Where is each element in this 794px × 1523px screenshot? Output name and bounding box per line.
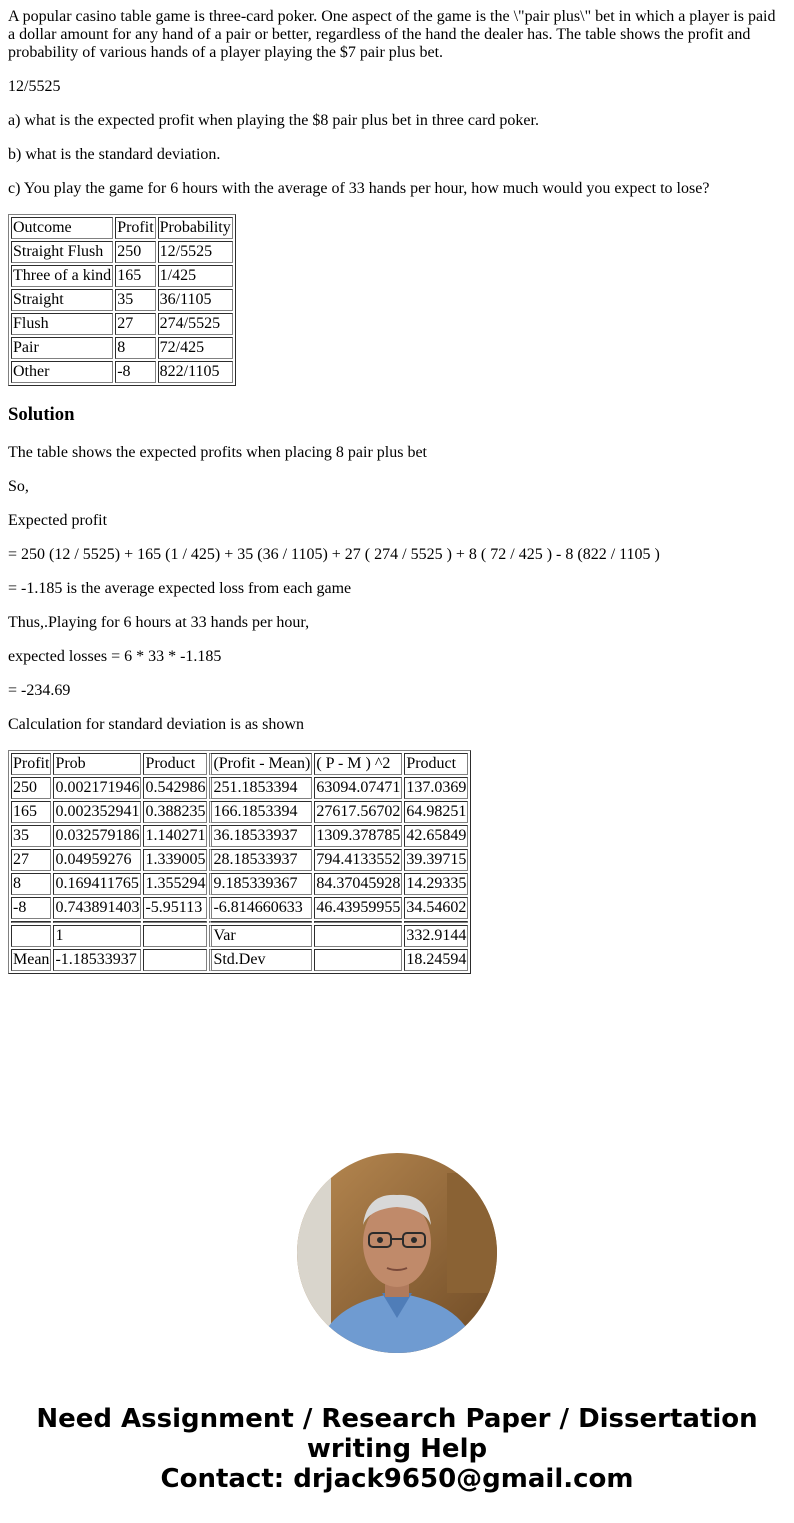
table-cell: 28.18533937 xyxy=(209,849,312,871)
table-cell xyxy=(143,949,207,971)
table-cell: 1.355294 xyxy=(143,873,207,895)
header-cell: Probability xyxy=(158,217,233,239)
table-cell: 1.339005 xyxy=(143,849,207,871)
table-cell: 8 xyxy=(11,873,51,895)
solution-line: So, xyxy=(8,478,29,495)
table-cell xyxy=(11,925,51,947)
header-cell: Product xyxy=(143,753,207,775)
table-row xyxy=(11,949,468,971)
table-cell: 794.4133552 xyxy=(314,849,402,871)
header-cell: Product xyxy=(404,753,468,775)
table-row xyxy=(11,873,468,895)
solution-heading: Solution xyxy=(8,404,75,425)
table-cell: 0.388235 xyxy=(143,801,207,823)
table-cell: -1.18533937 xyxy=(53,949,141,971)
table-row xyxy=(11,265,233,287)
table-row xyxy=(11,777,468,799)
outcome-table xyxy=(8,214,236,386)
table-cell xyxy=(314,921,402,923)
solution-line: The table shows the expected profits when placing 8 pair plus bet xyxy=(8,444,427,461)
table-cell: 166.1853394 xyxy=(209,801,312,823)
solution-line: Expected profit xyxy=(8,512,108,529)
header-cell: Profit xyxy=(115,217,155,239)
table-cell xyxy=(143,925,207,947)
table-cell: 84.37045928 xyxy=(314,873,402,895)
table-cell: 274/5525 xyxy=(158,313,233,335)
table-cell: 9.185339367 xyxy=(209,873,312,895)
intro-paragraph: A popular casino table game is three-card poker. One aspect of the game is the \"pair plus\" bet in which a player is paid a dollar amount for any hand of a pair or better, regardless of the hand the dealer has. The table shows the profit and probability of various hands of a player playing the $7 pair plus bet. xyxy=(8,8,776,61)
table-cell: 1309.378785 xyxy=(314,825,402,847)
table-cell: 35 xyxy=(115,289,155,311)
table-cell: 0.743891403 xyxy=(53,897,141,919)
table-cell: 35 xyxy=(11,825,51,847)
portrait-image xyxy=(297,1153,497,1353)
solution-line: Calculation for standard deviation is as shown xyxy=(8,716,304,733)
table-cell: Var xyxy=(209,925,312,947)
table-cell: 72/425 xyxy=(158,337,233,359)
table-cell: 63094.07471 xyxy=(314,777,402,799)
solution-line: = -234.69 xyxy=(8,682,71,699)
table-cell: 822/1105 xyxy=(158,361,233,383)
table-cell: 46.43959955 xyxy=(314,897,402,919)
table-cell: -6.814660633 xyxy=(209,897,312,919)
table-row xyxy=(11,337,233,359)
table-cell xyxy=(404,921,468,923)
table-cell: 12/5525 xyxy=(158,241,233,263)
table-row xyxy=(11,825,468,847)
footer-line: writing Help xyxy=(306,1434,488,1464)
table-cell: 0.002352941 xyxy=(53,801,141,823)
table-cell: Three of a kind xyxy=(11,265,113,287)
table-row xyxy=(11,313,233,335)
table-cell: 0.032579186 xyxy=(53,825,141,847)
table-cell: 0.002171946 xyxy=(53,777,141,799)
table-cell: 137.0369 xyxy=(404,777,468,799)
footer-contact: Contact: drjack9650@gmail.com xyxy=(160,1464,634,1494)
table-cell: 36/1105 xyxy=(158,289,233,311)
table-cell: 42.65849 xyxy=(404,825,468,847)
table-cell: Pair xyxy=(11,337,113,359)
table-cell: 18.24594 xyxy=(404,949,468,971)
table-cell: Mean xyxy=(11,949,51,971)
table-cell: 8 xyxy=(115,337,155,359)
table-cell: 1 xyxy=(53,925,141,947)
table-cell xyxy=(53,921,141,923)
table-row xyxy=(11,849,468,871)
header-cell: Prob xyxy=(53,753,141,775)
table-cell: Std.Dev xyxy=(209,949,312,971)
table-cell: 14.29335 xyxy=(404,873,468,895)
table-cell: 165 xyxy=(11,801,51,823)
table-cell xyxy=(11,921,51,923)
table-cell: 165 xyxy=(115,265,155,287)
table-cell: Other xyxy=(11,361,113,383)
solution-line: = 250 (12 / 5525) + 165 (1 / 425) + 35 (36 / 1105) + 27 ( 274 / 5525 ) + 8 ( 72 / 425 ) - 8 (822 / 1105 ) xyxy=(8,546,660,563)
table-cell: -8 xyxy=(11,897,51,919)
table-cell: 250 xyxy=(11,777,51,799)
table-cell: 0.169411765 xyxy=(53,873,141,895)
table-cell: -8 xyxy=(115,361,155,383)
table-header-row xyxy=(11,217,233,239)
table-cell: 27 xyxy=(11,849,51,871)
table-header-row xyxy=(11,753,468,775)
table-cell: -5.95113 xyxy=(143,897,207,919)
table-cell: 34.54602 xyxy=(404,897,468,919)
table-row xyxy=(11,361,233,383)
table-cell: 1.140271 xyxy=(143,825,207,847)
header-cell: (Profit - Mean) xyxy=(209,753,312,775)
table-cell: 332.9144 xyxy=(404,925,468,947)
table-row xyxy=(11,289,233,311)
table-cell xyxy=(314,949,402,971)
footer-banner xyxy=(0,1404,794,1494)
table-cell: 0.04959276 xyxy=(53,849,141,871)
table-cell: Straight xyxy=(11,289,113,311)
table-row xyxy=(11,925,468,947)
table-row xyxy=(11,921,468,923)
header-cell: ( P - M ) ^2 xyxy=(314,753,402,775)
question-a: a) what is the expected profit when playing the $8 pair plus bet in three card poker. xyxy=(8,112,539,129)
table-cell: 27 xyxy=(115,313,155,335)
std-dev-table xyxy=(8,750,471,974)
table-cell: Flush xyxy=(11,313,113,335)
table-row xyxy=(11,801,468,823)
table-cell xyxy=(209,921,312,923)
table-cell: 0.542986 xyxy=(143,777,207,799)
table-row xyxy=(11,897,468,919)
fraction-line: 12/5525 xyxy=(8,78,61,95)
header-cell: Profit xyxy=(11,753,51,775)
table-row xyxy=(11,241,233,263)
question-b: b) what is the standard deviation. xyxy=(8,146,221,163)
header-cell: Outcome xyxy=(11,217,113,239)
solution-line: expected losses = 6 * 33 * -1.185 xyxy=(8,648,222,665)
table-cell: 1/425 xyxy=(158,265,233,287)
footer-line: Need Assignment / Research Paper / Dissertation xyxy=(36,1404,758,1434)
question-c: c) You play the game for 6 hours with the average of 33 hands per hour, how much would you expect to lose? xyxy=(8,180,710,197)
table-cell: 251.1853394 xyxy=(209,777,312,799)
table-cell: 64.98251 xyxy=(404,801,468,823)
table-cell: Straight Flush xyxy=(11,241,113,263)
table-cell xyxy=(314,925,402,947)
table-cell: 27617.56702 xyxy=(314,801,402,823)
table-cell: 36.18533937 xyxy=(209,825,312,847)
table-cell: 39.39715 xyxy=(404,849,468,871)
table-cell: 250 xyxy=(115,241,155,263)
solution-line: = -1.185 is the average expected loss from each game xyxy=(8,580,352,597)
author-avatar xyxy=(297,1153,497,1353)
table-cell xyxy=(143,921,207,923)
solution-line: Thus,.Playing for 6 hours at 33 hands per hour, xyxy=(8,614,310,631)
